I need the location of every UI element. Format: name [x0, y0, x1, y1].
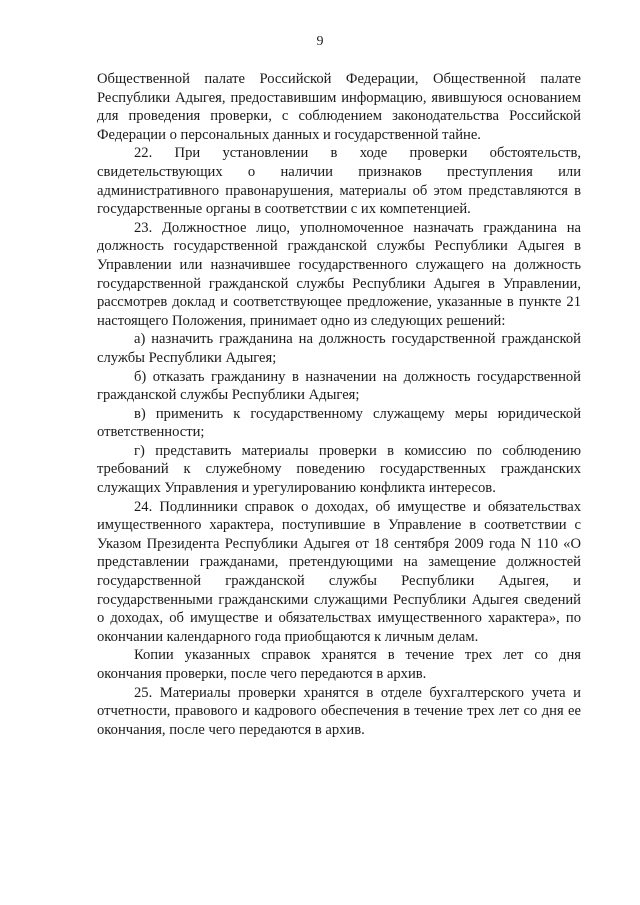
paragraph-23-item-a: а) назначить гражданина на должность государственной гражданской службы Республики Адыгея;: [97, 331, 581, 366]
paragraph-23: 23. Должностное лицо, уполномоченное назначать гражданина на должность государственной гражданской службы Республики Адыгея в Управлении или назначившее государственного служащего на должность государственной гражданской службы Республики Адыгея в Управлении, рассмотрев доклад и соответствующее предложение, указанные в пункте 21 настоящего Положения, принимает одно из следующих решений:: [97, 219, 581, 329]
paragraph-23-item-v: в) применить к государственному служащему меры юридической ответственности;: [97, 405, 581, 441]
paragraph-25: 25. Материалы проверки хранятся в отделе бухгалтерского учета и отчетности, правового и кадрового обеспечения в течение трех лет со дня ее окончания, после чего передаются в архив.: [97, 684, 581, 738]
document-body: [97, 70, 581, 739]
paragraph-24: 24. Подлинники справок о доходах, об имуществе и обязательствах имущественного характера, поступившие в Управление в соответствии с Указом Президента Республики Адыгея от 18 сентября 2009 года N 110 «О представлении гражданами, претендующими на замещение должностей государственной гражданской службы Республики Адыгея, и государственными гражданскими служащими Республики Адыгея сведений о доходах, об имуществе и обязательствах имущественного характера», по окончании календарного года приобщаются к личным делам.: [97, 498, 581, 645]
paragraph-continuation: Общественной палате Российской Федерации, Общественной палате Республики Адыгея, предоставившим информацию, явившуюся основанием для проведения проверки, с соблюдением законодательства Российской Федерации о персональных данных и государственной тайне.: [97, 71, 581, 143]
page-number: 9: [316, 34, 324, 49]
paragraph-22: 22. При установлении в ходе проверки обстоятельств, свидетельствующих о наличии признаков преступления или административного правонарушения, материалы об этом представляются в государственные органы в соответствии с их компетенцией.: [97, 145, 581, 218]
paragraph-23-item-b: б) отказать гражданину в назначении на должность государственной гражданской службы Республики Адыгея;: [97, 368, 581, 404]
paragraph-23-item-g: г) представить материалы проверки в комиссию по соблюдению требований к служебному поведению государственных гражданских служащих Управления и урегулированию конфликта интересов.: [97, 442, 581, 497]
paragraph-24-copies: Копии указанных справок хранятся в течение трех лет со дня окончания проверки, после чего передаются в архив.: [97, 647, 581, 682]
